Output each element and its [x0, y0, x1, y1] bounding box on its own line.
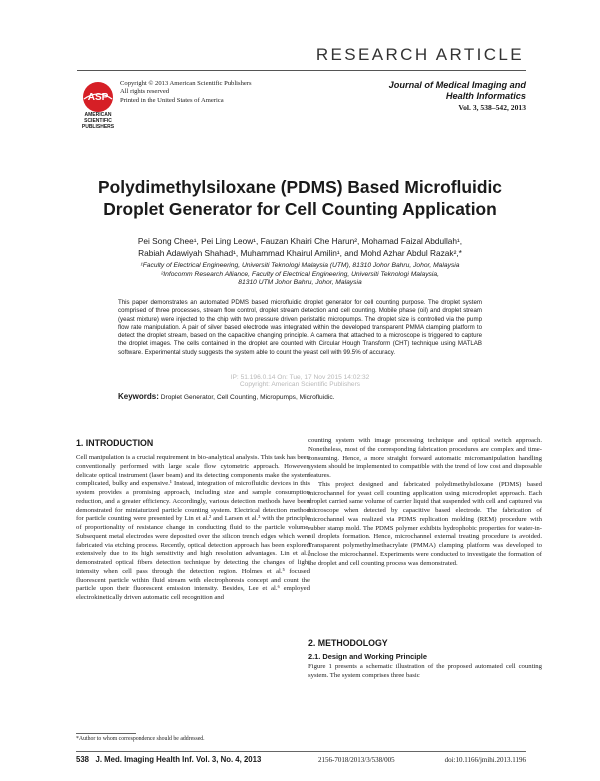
journal-citation: J. Med. Imaging Health Inf. Vol. 3, No. 4, 2013 — [95, 755, 262, 764]
delivery-stamp: IP: 51.196.0.14 On: Tue, 17 Nov 2015 14:02:32 Copyright: American Scientific Publishers — [230, 374, 370, 389]
logo-text: ASP — [87, 92, 109, 103]
keywords-list: Droplet Generator, Cell Counting, Micropumps, Microfluidic. — [160, 394, 335, 401]
correspondence-footnote: *Author to whom correspondence should be addressed. — [76, 736, 205, 742]
doi: doi:10.1166/jmihi.2013.1196 — [444, 756, 526, 764]
keywords — [118, 392, 482, 401]
left-column — [76, 454, 310, 603]
section-label: RESEARCH ARTICLE — [315, 45, 524, 64]
intro-paragraph: Cell manipulation is a crucial requirement in bio-analytical analysis. This task has been conventionally performed with large scale flow cytometric approach. However, delicate optical instrument (laser beam) and its detecting components make the system complicated, bulky and expensive.¹ Instead, integration of microfluidic devices in this system provides a promising approach, including size and sample consumption reduction, and a greater efficiency. Accordingly, various detection methods have been demonstrated for miniaturized particle counting system. Electrical detection method for particle counting were presented by Lin et al.² and Larsen et al.³ with the principle of proportionality of resistance change in conducting fluid to the particle volume. Subsequent metal electrodes were deposited over the silicon trench edges which were fabricated via etching process. Recently, optical detection approach has been explored extensively due to its high sensitivity and high resolution advantages. Lin et al.⁴ demonstrated optical fibers detection technique by detecting the changes of light intensity when cell pass through the detection region. Holmes et al.⁵ focused fluorescent particle within fluid stream with electrophoresis concept and count the particle upon their fluorescent emission intensity. Besides, Lee et al.⁶ employed electrokinetically driven automatic cell recognition and — [76, 454, 310, 601]
abstract: This paper demonstrates an automated PDMS based microfluidic droplet generator for cell counting purpose. The droplet system comprised of three processes, stream flow control, droplet stream detection and cell counting. Mobile phase (oil) and droplet stream (yeast mixture) were injected to the chip with two pressure driven peristaltic micropumps. The droplet size is controlled via the pump flow rate manipulation. A pair of silver based electrode was integrated within the developed transparent PMMA clamping platform to detect the droplet stream, based on the capacitive changing principle. A camera that attached to a microscope is triggered to capture the droplet images. The cells contained in the droplet are counted with Circular Hough Transform (CHT) technique using MATLAB software. Experimental study suggests the system able to count the yeast cell with 99.5% of accuracy. — [118, 299, 482, 356]
copyright-block: Copyright © 2013 American Scientific Publishers All rights reserved Printed in the United States of America — [120, 80, 252, 104]
design-paragraph: Figure 1 presents a schematic illustration of the proposed automated cell counting system. The system comprises three basic — [308, 663, 542, 679]
volume-info: Vol. 3, 538–542, 2013 — [458, 103, 526, 112]
publisher-name: AMERICAN SCIENTIFIC PUBLISHERS — [81, 112, 115, 130]
footer-rule — [76, 751, 526, 752]
journal-name: Journal of Medical Imaging and Health Informatics — [388, 80, 526, 101]
intro-paragraph: This project designed and fabricated polydimethylsiloxane (PDMS) based microchannel for yeast cell counting application using microdroplet approach. Each droplet carried same volume of carrier liquid that suspended with cell and captured via microscope when detected by capacitive based electrode. The fabrication of microchannel was realized via PDMS replication molding (REM) procedure with rubber stamp mold. The PDMS polymer exhibits hydrophobic properties for water-in-oil droplets formation. Hence, microchannel external treating procedure is avoided. Transparent polymethylmethacrylate (PMMA) clamping platform was developed to enclose the microchannel. Experiments were conducted to investigate the formation of the droplet and cell counting process was demonstrated. — [308, 480, 542, 567]
article-title: Polydimethylsiloxane (PDMS) Based Microfluidic Droplet Generator for Cell Counting Application — [98, 177, 502, 219]
keywords-label: Keywords: — [118, 392, 159, 401]
affiliations: ¹Faculty of Electrical Engineering, Universiti Teknologi Malaysia (UTM), 81310 Johor Bahru, Johor, Malaysia ²Infocomm Research Alliance, Faculty of Electrical Engineering, Universiti Teknologi Malaysia, 81310 UTM Johor Bahru, Johor, Malaysia — [140, 262, 460, 287]
section-heading-introduction: 1. INTRODUCTION — [76, 438, 154, 448]
subsection-heading-design: 2.1. Design and Working Principle — [308, 652, 427, 661]
footnote-rule — [76, 733, 136, 734]
right-column — [308, 437, 542, 568]
page-number: 538 — [76, 755, 90, 764]
intro-paragraph: counting system with image processing technique and optical switch approach. Nonetheless, most of the corresponding fabrication procedures are complex and time-consuming. Hence, a more straight forward automatic micromanipulation handling system should be implemented to compatible with the trend of low cost and disposable features. — [308, 437, 542, 479]
section-heading-methodology: 2. METHODOLOGY — [308, 638, 388, 648]
footer-citation — [76, 755, 261, 764]
header-rule — [77, 70, 526, 71]
issn: 2156-7018/2013/3/538/005 — [318, 756, 395, 764]
author-list: Pei Song Chee¹, Pei Ling Leow¹, Fauzan Khairi Che Harun², Mohamad Faizal Abdullah¹, Rabiah Adawiyah Shahad¹, Muhammad Khairul Amilin¹, and Mohd Azhar Abdul Razak²,* — [137, 236, 463, 258]
footer-identifiers — [318, 756, 526, 764]
